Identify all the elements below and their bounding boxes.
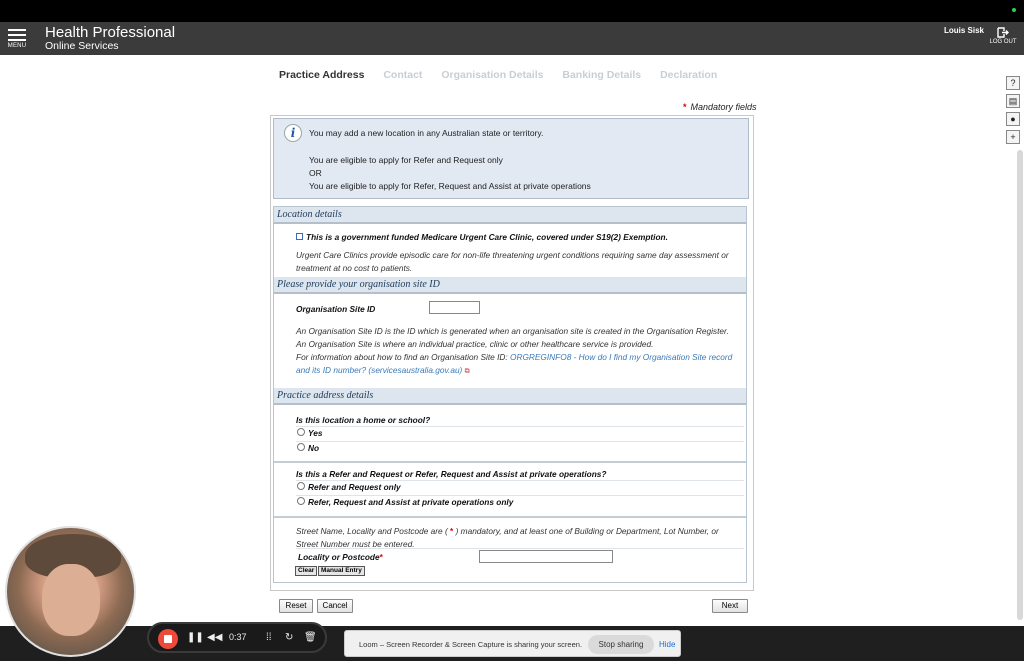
- address-note-part-a: Street Name, Locality and Postcode are (: [296, 526, 448, 536]
- rewind-icon[interactable]: ◀◀: [207, 632, 223, 643]
- mandatory-note: [683, 102, 757, 112]
- site-id-help-3: [296, 351, 744, 378]
- clear-button[interactable]: Clear: [295, 566, 317, 576]
- site-id-help-3-text: For information about how to find an Organisation Site ID:: [296, 352, 508, 362]
- logout-button[interactable]: [989, 27, 1017, 45]
- refer-request-radio[interactable]: [297, 482, 305, 490]
- section-divider: [274, 516, 746, 518]
- progress-steps: [279, 69, 733, 81]
- home-school-yes-radio[interactable]: [297, 428, 305, 436]
- separator: [296, 426, 744, 427]
- site-id-help-2: An Organisation Site is where an individual practice, clinic or other healthcare service is provided.: [296, 339, 654, 349]
- step-declaration: Declaration: [660, 69, 718, 81]
- urgent-care-checkbox-label[interactable]: This is a government funded Medicare Urgent Care Clinic, covered under S19(2) Exemption.: [306, 232, 668, 242]
- expand-icon[interactable]: +: [1006, 130, 1020, 144]
- location-form: [273, 206, 747, 583]
- os-top-bar: [0, 0, 1024, 22]
- refer-type-question: Is this a Refer and Request or Refer, Request and Assist at private operations?: [296, 469, 607, 479]
- app-brand[interactable]: [45, 24, 175, 52]
- section-divider: [274, 461, 746, 463]
- help-icon[interactable]: ?: [1006, 76, 1020, 90]
- recording-time: 0:37: [229, 632, 247, 642]
- site-id-help-link[interactable]: ORGREGINFO8 - How do I find my Organisation Site record and its ID number? (servicesaustralia.gov.au): [296, 352, 733, 375]
- restart-icon[interactable]: ↻: [285, 632, 294, 643]
- home-school-question: Is this location a home or school?: [296, 415, 431, 425]
- step-organisation-details: Organisation Details: [441, 69, 544, 81]
- menu-button[interactable]: [6, 27, 28, 49]
- hamburger-icon-bar: [8, 39, 26, 41]
- info-line-2: You are eligible to apply for Refer and Request only: [309, 155, 503, 165]
- mandatory-star-icon: *: [683, 102, 687, 112]
- address-note: [296, 525, 741, 550]
- manual-entry-button[interactable]: Manual Entry: [318, 566, 365, 576]
- feedback-icon[interactable]: ●: [1006, 112, 1020, 126]
- practice-address-heading: Practice address details: [274, 388, 746, 405]
- step-banking-details: Banking Details: [562, 69, 642, 81]
- print-icon[interactable]: ▤: [1006, 94, 1020, 108]
- address-note-part-b: ) mandatory, and at least one of Building or Department, Lot Number, or Street Number must be entered.: [296, 526, 719, 549]
- user-name: Louis Sisk: [943, 26, 984, 35]
- grid-icon[interactable]: ⁞⁞: [266, 632, 272, 643]
- hamburger-icon: [8, 29, 26, 31]
- webcam-bubble[interactable]: [5, 526, 136, 657]
- brand-subtitle: Online Services: [45, 40, 119, 52]
- info-line-1: You may add a new location in any Australian state or territory.: [309, 128, 544, 138]
- hide-link[interactable]: Hide: [659, 640, 676, 649]
- side-tools: [1006, 76, 1022, 148]
- logout-label: LOG OUT: [989, 39, 1017, 45]
- separator: [296, 548, 744, 549]
- next-button[interactable]: Next: [712, 599, 748, 613]
- logout-icon: [997, 27, 1009, 38]
- required-star-icon: *: [379, 552, 383, 562]
- locality-label: [298, 551, 383, 564]
- page-scrollbar[interactable]: [1017, 150, 1023, 620]
- mandatory-label: Mandatory fields: [690, 102, 757, 112]
- stop-sharing-button[interactable]: Stop sharing: [588, 635, 654, 654]
- home-school-yes-label[interactable]: Yes: [308, 428, 323, 438]
- trash-icon[interactable]: 🗑: [304, 632, 317, 643]
- site-id-input[interactable]: [429, 301, 480, 314]
- share-message: Loom – Screen Recorder & Screen Capture is sharing your screen.: [359, 640, 583, 649]
- site-id-heading: Please provide your organisation site ID: [274, 277, 746, 294]
- step-practice-address: Practice Address: [279, 69, 365, 81]
- urgent-care-description: Urgent Care Clinics provide episodic care for non-life threatening urgent conditions requiring same day assessment or treatment at no cost to patients.: [296, 250, 729, 273]
- site-id-help-1: An Organisation Site ID is the ID which is generated when an organisation site is created in the Organisation Register.: [296, 326, 729, 336]
- refer-request-label[interactable]: Refer and Request only: [308, 482, 401, 492]
- brand-title: Health Professional: [45, 24, 176, 41]
- required-star-icon: *: [450, 526, 454, 536]
- recording-indicator-dot: [1012, 8, 1016, 12]
- locality-input[interactable]: [479, 550, 613, 563]
- cancel-button[interactable]: Cancel: [317, 599, 353, 613]
- external-link-icon[interactable]: ⧉: [464, 367, 470, 375]
- recorder-controls: [147, 622, 327, 653]
- stop-recording-button[interactable]: [158, 629, 178, 649]
- refer-request-assist-radio[interactable]: [297, 497, 305, 505]
- separator: [296, 441, 744, 442]
- webcam-face: [42, 564, 100, 636]
- refer-request-assist-label[interactable]: Refer, Request and Assist at private operations only: [308, 497, 514, 507]
- site-id-label: Organisation Site ID: [296, 304, 376, 314]
- location-details-heading: Location details: [274, 207, 746, 224]
- urgent-care-checkbox[interactable]: [296, 233, 303, 240]
- info-line-3: OR: [309, 168, 322, 178]
- menu-label: MENU: [7, 43, 27, 49]
- step-contact: Contact: [383, 69, 423, 81]
- info-box: [273, 118, 749, 199]
- home-school-no-label[interactable]: No: [308, 443, 320, 453]
- pause-icon[interactable]: ❚❚: [187, 632, 204, 643]
- reset-button[interactable]: Reset: [279, 599, 313, 613]
- info-icon: i: [284, 124, 302, 142]
- home-school-no-radio[interactable]: [297, 443, 305, 451]
- app-header: [0, 22, 1024, 55]
- locality-label-text: Locality or Postcode: [298, 552, 380, 562]
- hamburger-icon-bar: [8, 34, 26, 36]
- screen-share-notice: [344, 630, 681, 657]
- info-line-4: You are eligible to apply for Refer, Request and Assist at private operations: [309, 181, 591, 191]
